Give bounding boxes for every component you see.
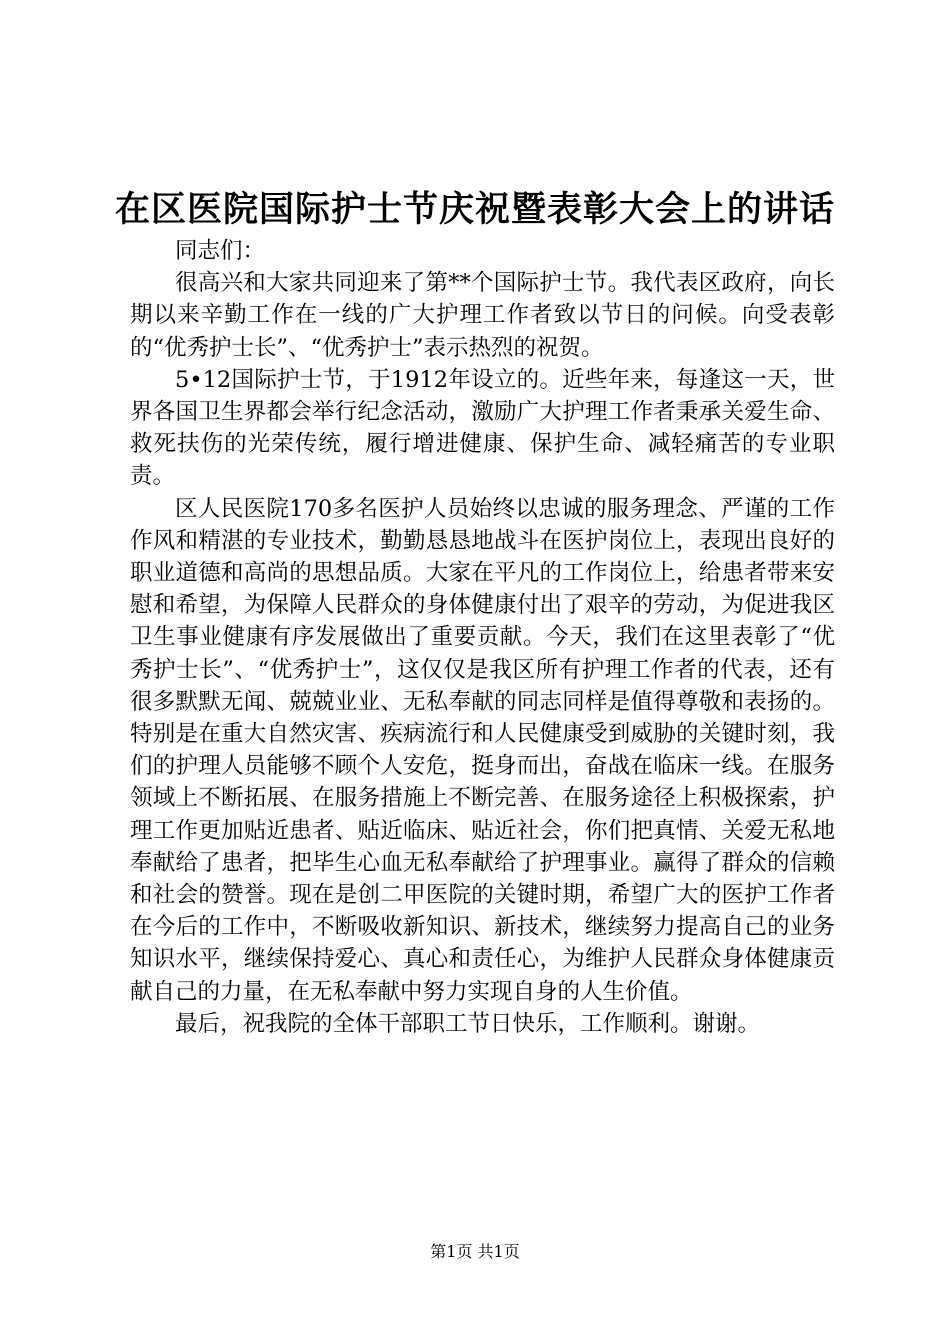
document-title: 在区医院国际护士节庆祝暨表彰大会上的讲话 xyxy=(114,189,835,230)
paragraph-4: 最后，祝我院的全体干部职工节日快乐，工作顺利。谢谢。 xyxy=(175,1010,761,1037)
document-body xyxy=(130,235,835,1040)
salutation: 同志们： xyxy=(175,238,266,264)
page-footer: 第1页 共1页 xyxy=(430,1242,520,1261)
paragraph-2: 5•12国际护士节，于1912年设立的。近些年来，每逢这一天，世界各国卫生界都会举行纪念活动，激励广大护理工作者秉承关爱生命、救死扶伤的光荣传统，履行增进健康、保护生命、减轻痛苦的专业职责。 xyxy=(130,366,835,490)
paragraph-1: 很高兴和大家共同迎来了第**个国际护士节。我代表区政府，向长期以来辛勤工作在一线的广大护理工作者致以节日的问候。向受表彰的“优秀护士长”、“优秀护士”表示热烈的祝贺。 xyxy=(130,270,835,361)
paragraph-3: 区人民医院170多名医护人员始终以忠诚的服务理念、严谨的工作作风和精湛的专业技术，勤勤恳恳地战斗在医护岗位上，表现出良好的职业道德和高尚的思想品质。大家在平凡的工作岗位上，给患者带来安慰和希望，为保障人民群众的身体健康付出了艰辛的劳动，为促进我区卫生事业健康有序发展做出了重要贡献。今天，我们在这里表彰了“优秀护士长”、“优秀护士”，这仅仅是我区所有护理工作者的代表，还有很多默默无闻、兢兢业业、无私奉献的同志同样是值得尊敬和表扬的。特别是在重大自然灾害、疾病流行和人民健康受到威胁的关键时刻，我们的护理人员能够不顾个人安危，挺身而出，奋战在临床一线。在服务领域上不断拓展、在服务措施上不断完善、在服务途径上积极探索，护理工作更加贴近患者、贴近临床、贴近社会，你们把真情、关爱无私地奉献给了患者，把毕生心血无私奉献给了护理事业。赢得了群众的信赖和社会的赞誉。现在是创二甲医院的关键时期，希望广大的医护工作者在今后的工作中，不断吸收新知识、新技术，继续努力提高自己的业务知识水平，继续保持爱心、真心和责任心，为维护人民群众身体健康贡献自己的力量，在无私奉献中努力实现自身的人生价值。 xyxy=(130,495,835,1005)
